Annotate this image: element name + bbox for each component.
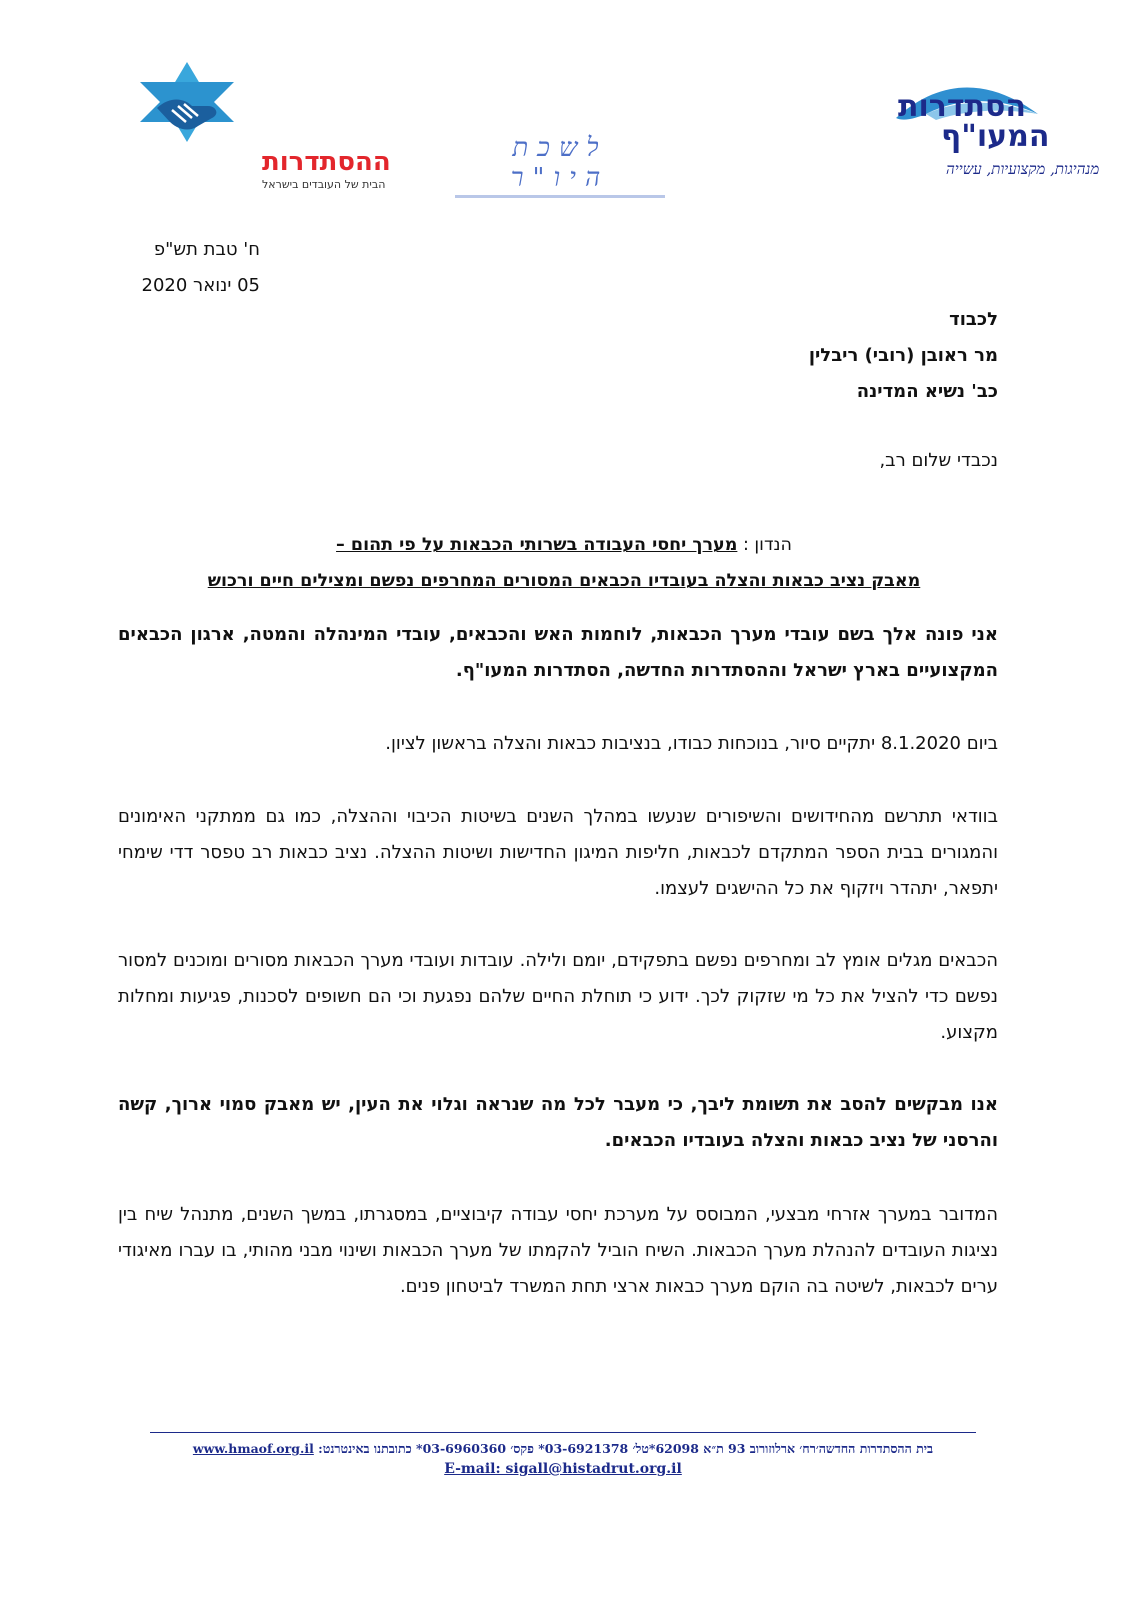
addressee-honorific: לכבוד [949,309,998,330]
chairman-office-title: לשכת היו"ר [455,133,665,198]
email-link[interactable]: E-mail: sigall@histadrut.org.il [444,1461,682,1477]
addressee-title: כב' נשיא המדינה [856,381,998,402]
paragraph-2: ביום 8.1.2020 יתקיים סיור, בנוכחות כבודו, בנציבות כבאות והצלה בראשון לציון. [385,733,998,754]
subject-colon: : [737,535,755,555]
subject-block [130,527,998,599]
star-handshake-icon [140,62,234,142]
hamaof-logo-graphic [776,78,1100,188]
hamaof-logo-tagline: מנהיגות, מקצועיות, עשייה [946,160,1100,178]
footer-email-line [150,1459,976,1479]
histadrut-logo-graphic [112,60,391,200]
paragraph-6: המדובר במערך אזרחי מבצעי, המבוסס על מערכת יחסי עבודה קיבוציים, במסגרתו, במשך השנים, מתנהל שיח בין נציגות העובדים להנהלת מערך הכבאות. השיח הוביל להקמתו של מערך הכבאות ושינוי מבני מהותי, בו עברו מאיגודי ערים לכבאות, לשיטה בה הוקם מערך כבאות ארצי תחת המשרד לביטחון פנים. [118,1204,998,1297]
histadrut-logo [112,60,391,200]
subject-line-2 [130,563,998,599]
subject-line-1 [130,527,998,563]
subject-label: הנדון [754,535,792,555]
paragraph-1: אני פונה אלך בשם עובדי מערך הכבאות, לוחמות האש והכבאים, עובדי המינהלה והמטה, ארגון הכבאים המקצועיים בארץ ישראל וההסתדרות החדשה, הסתדרות המעו"ף. [118,624,998,681]
hebrew-date: ח' טבת תש"פ [153,239,260,260]
footer-address: בית ההסתדרות החדשה׳רח׳ ארלוזורוב 93 ת״א 62098*טל׳ 03-6921378* פקס׳ 03-6960360* כתובתנו באינטרנט: [313,1441,934,1456]
subject-text-1: מערך יחסי העבודה בשרותי הכבאות על פי תהום – [336,535,738,555]
histadrut-logo-name: ההסתדרות [262,147,391,177]
paragraph-5: אנו מבקשים להסב את תשומת ליבך, כי מעבר לכל מה שנראה וגלוי את העין, יש מאבק סמוי ארוך, קשה והרסני של נציב כבאות והצלה בעובדיו הכבאים. [118,1094,998,1151]
date-block [100,232,260,304]
website-link[interactable]: www.hmaof.org.il [192,1441,314,1456]
histadrut-logo-tagline: הבית של העובדים בישראל [262,178,386,191]
subject-text-2: מאבק נציב כבאות והצלה בעובדיו הכבאים המסורים המחרפים נפשם ומצילים חיים ורכוש [207,571,921,591]
paragraph-4: הכבאים מגלים אומץ לב ומחרפים נפשם בתפקידם, יומם ולילה. עובדות ועובדי מערך הכבאות מסורים ומוכנים למסור נפשם כדי להציל את כל מי שזקוק לכך. ידוע כי תוחלת החיים שלהם נפגעת וכי הם חשופים לסכנות, פגיעות ומחלות מקצוע. [118,950,998,1043]
hamaof-logo-line2: המעו"ף [941,119,1050,154]
hamaof-logo [776,78,1100,188]
addressee-name: מר ראובן (רובי) ריבלין [808,345,998,366]
hamaof-logo-line1: הסתדרות [898,89,1026,124]
paragraph-3: בוודאי תתרשם מהחידושים והשיפורים שנעשו במהלך השנים בשיטות הכיבוי וההצלה, כמו גם ממתקני האימונים והמגורים בבית הספר המתקדם לכבאות, חליפות המיגון החדישות ושיטות ההצלה. נציב כבאות רב טפסר דדי שימחי יתפאר, יתהדר ויזקוף את כל ההישגים לעצמו. [118,806,998,899]
greeting: נכבדי שלום רב, [879,450,998,471]
gregorian-date: 05 ינואר 2020 [141,275,260,296]
footer [150,1432,976,1479]
addressee-block [498,302,998,410]
footer-address-line [150,1439,976,1459]
